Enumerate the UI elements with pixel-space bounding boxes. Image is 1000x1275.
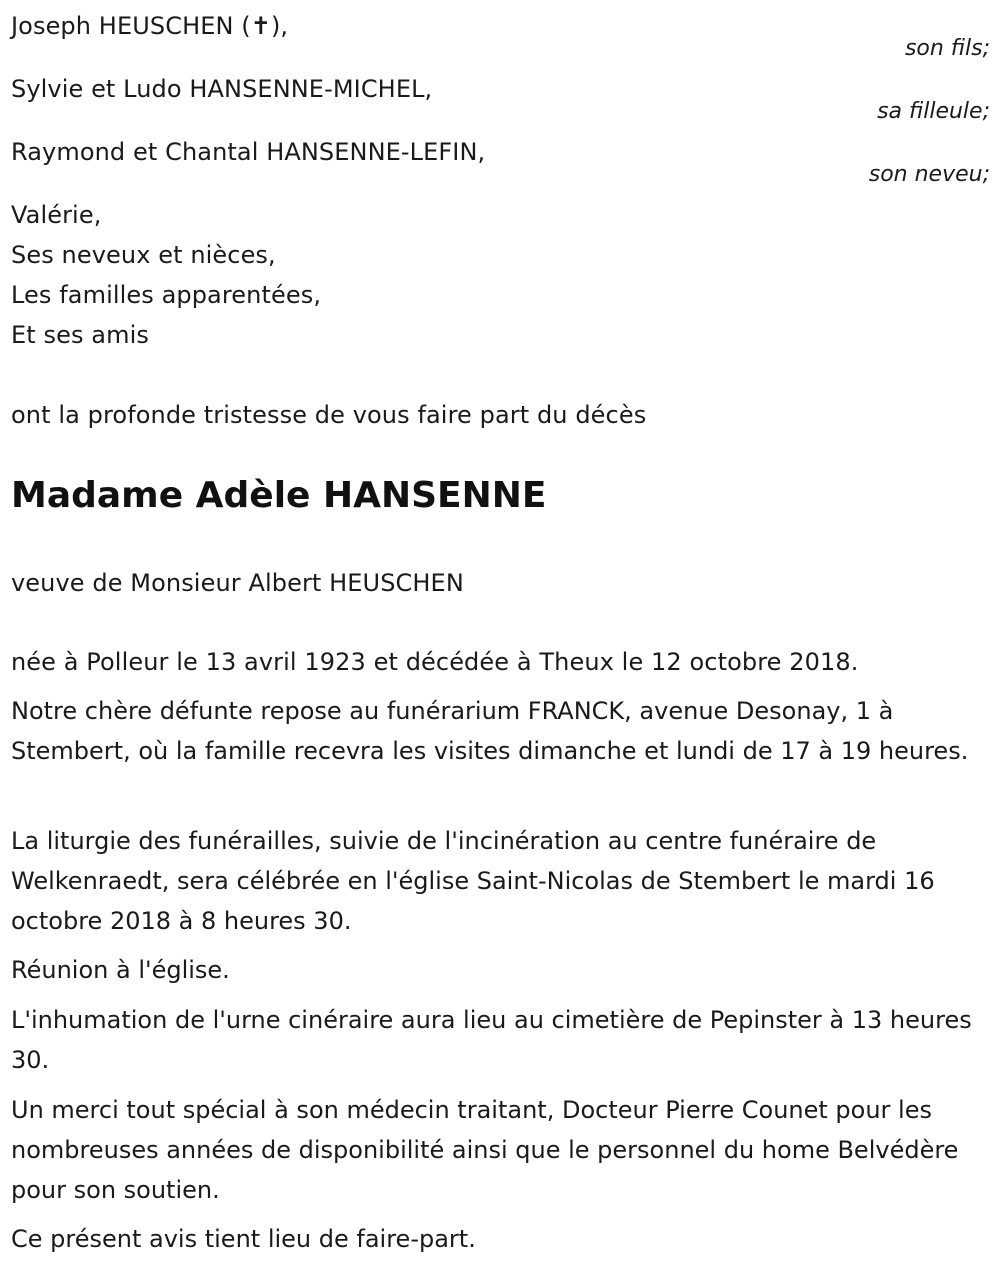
- family-other: Ses neveux et nièces,: [11, 241, 276, 269]
- family-other: Et ses amis: [11, 321, 149, 349]
- birth-death-line: née à Polleur le 13 avril 1923 et décédée à Theux le 12 octobre 2018.: [11, 648, 859, 676]
- meeting-paragraph: Réunion à l'église.: [11, 956, 230, 984]
- announcement-text: ont la profonde tristesse de vous faire part du décès: [11, 401, 647, 429]
- liturgy-paragraph: La liturgie des funérailles, suivie de l'incinération au centre funéraire de Welkenraedt, sera célébrée en l'église Saint-Nicolas de Stembert le mardi 16 octobre 2018 à 8 heures 30.: [11, 827, 935, 935]
- family-member-name: Joseph HEUSCHEN (✝),: [11, 12, 289, 40]
- family-member-name: Raymond et Chantal HANSENNE-LEFIN,: [11, 138, 486, 166]
- deceased-name: Madame Adèle HANSENNE: [11, 475, 547, 516]
- inhumation-paragraph: L'inhumation de l'urne cinéraire aura lieu au cimetière de Pepinster à 13 heures 30.: [11, 1006, 972, 1074]
- thanks-paragraph: Un merci tout spécial à son médecin traitant, Docteur Pierre Counet pour les nombreuses années de disponibilité ainsi que le personnel du home Belvédère pour son soutien.: [11, 1096, 959, 1204]
- deceased-spouse: veuve de Monsieur Albert HEUSCHEN: [11, 569, 464, 597]
- family-member-role: son neveu;: [868, 162, 990, 187]
- family-member-name: Sylvie et Ludo HANSENNE-MICHEL,: [11, 75, 433, 103]
- repose-paragraph: Notre chère défunte repose au funérarium FRANCK, avenue Desonay, 1 à Stembert, où la famille recevra les visites dimanche et lundi de 17 à 19 heures.: [11, 697, 969, 765]
- family-other: Les familles apparentées,: [11, 281, 322, 309]
- family-member-role: son fils;: [904, 36, 990, 61]
- family-member-role: sa filleule;: [877, 99, 990, 124]
- notice-paragraph: Ce présent avis tient lieu de faire-part.: [11, 1225, 476, 1253]
- family-other: Valérie,: [11, 201, 102, 229]
